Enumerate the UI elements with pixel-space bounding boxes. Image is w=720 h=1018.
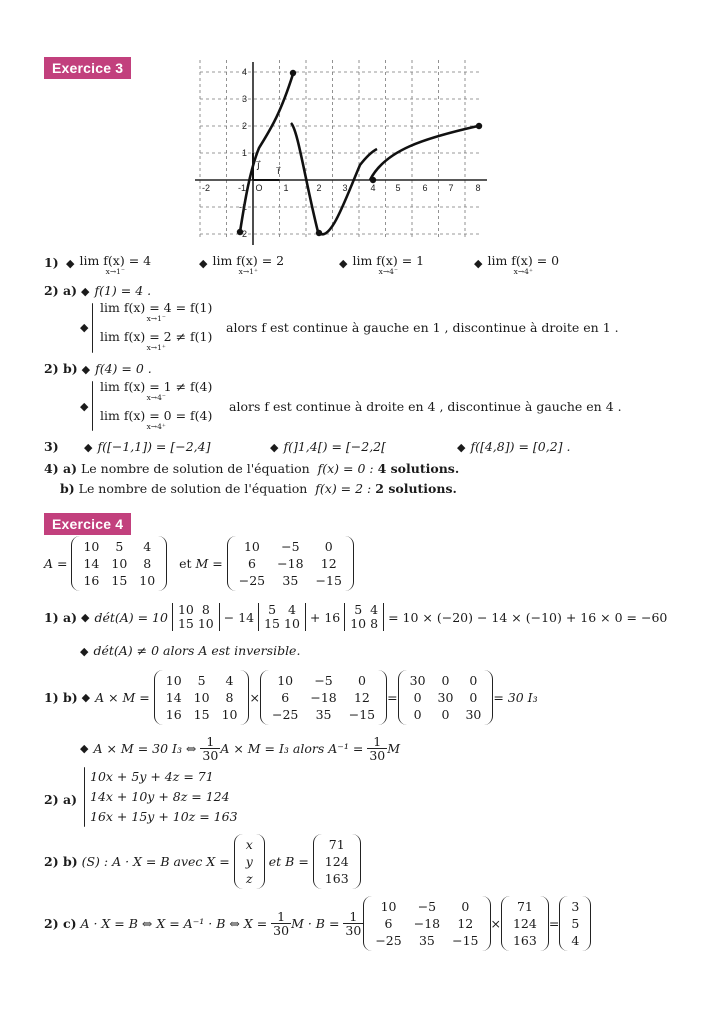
ex3-q2a-lim1: lim f(x) = 4 = f(1) x→1⁻ — [100, 300, 213, 323]
y-tick-label: 1 — [241, 148, 247, 158]
y-tick-label: 2 — [241, 121, 247, 131]
ex3-q2a-conclusion: alors f est continue à gauche en 1 , discontinue à droite en 1 . — [226, 320, 619, 335]
ex4-q1a-det: 1) a) ◆ dét(A) = 10 10 8 15 10 − 14 5 4 15 10 + 16 5 4 10 8 = 10 × (−20) − 14 × (−10) + 16 × 0 = −60 — [44, 602, 668, 631]
x-tick-label: 2 — [316, 183, 322, 193]
question-label: 1) — [44, 255, 59, 270]
exercise-4-badge: Exercice 4 — [44, 513, 131, 535]
vector-j-label: j⃗ — [257, 160, 260, 171]
x-tick-label: 3 — [342, 183, 348, 193]
x-tick-label: 7 — [448, 183, 454, 193]
vector-i-label: i⃗ — [277, 166, 280, 177]
ex4-q2b: 2) b) (S) : A · X = B avec X = x y z et B = 71 124 163 — [44, 834, 361, 889]
ex3-q2b-lim2: lim f(x) = 0 = f(4) x→4⁺ — [100, 408, 213, 431]
ex4-q1b-inverse: ◆ A × M = 30 I₃ ⇔ $\frac{1}{30}$ A × M = I₃ alors A⁻¹ = $\frac{1}{30}$ M — [80, 734, 401, 763]
x-tick-label: 4 — [370, 183, 376, 193]
x-tick-label: 1 — [283, 183, 289, 193]
ex3-q2b-lim1: lim f(x) = 1 ≠ f(4) x→4⁻ — [100, 379, 213, 402]
matrix-A: 10 5 4 14 10 8 16 15 10 — [71, 536, 167, 591]
x-tick-label: -1 — [237, 183, 247, 193]
limit-item: ◆ lim f(x) = 4 x→1⁻ — [66, 253, 152, 276]
limit-item: ◆ lim f(x) = 1 x→4⁻ — [339, 253, 425, 276]
exercise-3-badge: Exercice 3 — [44, 57, 131, 79]
y-tick-label: 4 — [241, 67, 247, 77]
ex3-q4b: b) Le nombre de solution de l'équation f(x) = 2 : 2 solutions. — [60, 481, 457, 496]
ex3-q2a-value: 2) a) ◆ f(1) = 4 . — [44, 283, 152, 298]
x-tick-label: 8 — [475, 183, 481, 193]
limit-item: ◆ lim f(x) = 0 x→4⁺ — [474, 253, 560, 276]
matrix-M: 10 −5 0 6 −18 12 −25 35 −15 — [227, 536, 354, 591]
origin-label: O — [255, 183, 263, 193]
ex4-q1a-inv: ◆ dét(A) ≠ 0 alors A est inversible. — [80, 643, 301, 658]
x-tick-label: -2 — [201, 183, 211, 193]
x-tick-label: 5 — [395, 183, 401, 193]
y-tick-label: -2 — [238, 229, 247, 239]
ex3-q4a: 4) a) Le nombre de solution de l'équation f(x) = 0 : 4 solutions. — [44, 461, 460, 476]
ex4-q2a-system: 10x + 5y + 4z = 71 14x + 10y + 8z = 124 16x + 15y + 10z = 163 — [90, 769, 238, 824]
x-tick-label: 6 — [422, 183, 428, 193]
ex4-matrices: A = 10 5 4 14 10 8 16 15 10 et M = 10 −5 0 6 −18 12 −25 35 −15 — [44, 536, 354, 591]
function-graph — [195, 60, 495, 245]
graph-axes — [195, 62, 487, 245]
ex3-q2a-lim2: lim f(x) = 2 ≠ f(1) x→1⁺ — [100, 329, 213, 352]
limit-item: ◆ lim f(x) = 2 x→1⁺ — [199, 253, 285, 276]
ex3-q2b-conclusion: alors f est continue à droite en 4 , discontinue à gauche en 4 . — [229, 399, 622, 414]
y-tick-label: -1 — [238, 202, 247, 212]
ex4-q2a-label: 2) a) — [44, 792, 77, 807]
ex3-q2b-value: 2) b) ◆ f(4) = 0 . — [44, 361, 152, 376]
y-tick-label: 3 — [241, 94, 247, 104]
ex4-q1b-product: 1) b) ◆ A × M = 10 5 4 14 10 8 16 15 10 × 10 −5 0 6 −18 12 −25 35 −15 = 30 0 0 0 30 0 0 0 30 = 30 I₃ — [44, 670, 538, 725]
ex4-q2c: 2) c) A · X = B ⇔ X = A⁻¹ · B ⇔ X = $\frac{1}{30}$ M · B = $\frac{1}{30}$ 10 −5 0 6 −18 12 −25 35 −15 × 71 124 163 = 3 5 4 — [44, 896, 591, 951]
